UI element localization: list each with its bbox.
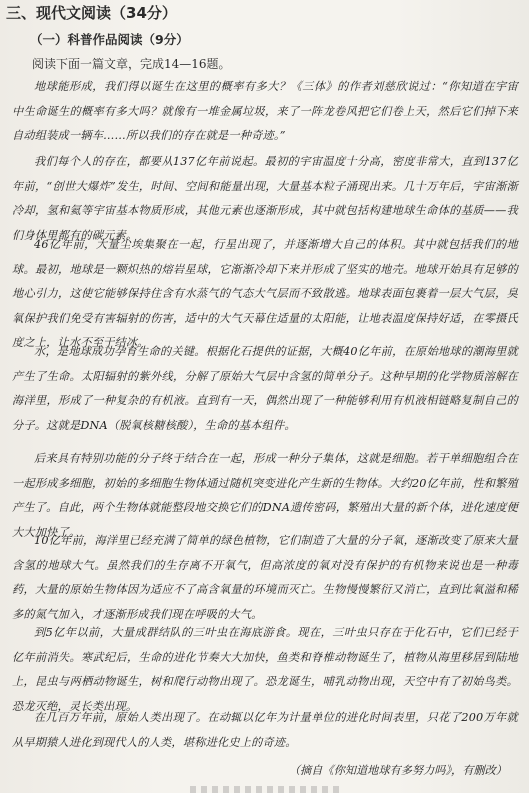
source-citation: （摘自《你知道地球有多努力吗》，有删改） [288, 764, 507, 777]
paragraph-2: 我们每个人的存在，都要从137亿年前说起。最初的宇宙温度十分高，密度非常大，直到137亿年前，“创世大爆炸”发生，时间、空间和能量出现，大量基本粒子涌现出来。几十万年后，宇宙渐渐冷却，氢和氦等宇宙基本物质形成，其他元素也逐渐形成，其中就包括构建地球生命体的基质——我们身体里都有的碳元素。 [12, 155, 518, 242]
paragraph-1: 地球能形成，我们得以诞生在这里的概率有多大？《三体》的作者刘慈欣说过：“你知道在宇宙中生命诞生的概率有多大吗？就像有一堆金属垃圾，来了一阵龙卷风把它们卷上天，然后它们掉下来自动组装成一辆车……所以我们的存在就是一种奇迹。” [12, 80, 518, 142]
reading-instruction: 阅读下面一篇文章，完成14—16题。 [32, 57, 231, 71]
paragraph-3: 46亿年前，大量尘埃集聚在一起，行星出现了，并逐渐增大自己的体积。其中就包括我们的地球。最初，地球是一颗炽热的熔岩星球，它渐渐冷却下来并形成了坚实的地壳。地球开始具有足够的地心引力，这使它能够保持住含有水蒸气的气态大气层而不致散逃。地球表面包裹着一层大气层，臭氧保护我们免受有害辐射的伤害，适中的大气天幕住适量的太阳能，让地表温度保持好适，在零摄氏度之上，让水不至于结冰。 [12, 238, 518, 349]
paragraph-6: 10亿年前，海洋里已经充满了简单的绿色植物，它们制造了大量的分子氧，逐渐改变了原来大量含氢的地球大气。虽然我们的生存离不开氧气，但高浓度的氧对没有保护的有机物来说也是一种毒药，大量的原始生物体因为适应不了高含氧量的环境而灭亡。生物慢慢繁衍又消亡，直到比氧溢和稀多的氮气加入，才逐渐形成我们现在呼吸的大气。 [12, 534, 518, 621]
paragraph-5: 后来具有特别功能的分子终于结合在一起，形成一种分子集体，这就是细胞。若干单细胞组合在一起形成多细胞，初始的多细胞生物体通过随机突变进化产生新的生物体。大约20亿年前，性和繁殖产生了。自此，两个生物体就能整段地交换它们的DNA遗传密码，繁殖出大量的新个体，进化速度便大大加快了。 [12, 452, 518, 539]
cut-off-text-line [190, 786, 340, 793]
paragraph-7: 到5亿年以前，大量成群结队的三叶虫在海底游食。现在，三叶虫只存在于化石中，它们已经于亿年前消失。寒武纪后，生命的进化节奏大大加快，鱼类和脊椎动物诞生了，植物从海里移居到陆地上，昆虫与两栖动物诞生，树和爬行动物出现了。恐龙诞生，哺乳动物出现，天空中有了初始鸟类。恐龙灭绝，灵长类出现。 [12, 626, 518, 713]
section-title: 三、现代文阅读（34分） [6, 4, 177, 22]
subsection-title: （一）科普作品阅读（9分） [30, 32, 189, 47]
paragraph-8: 在几百万年前，原始人类出现了。在动辄以亿年为计量单位的进化时间表里，只花了200万年就从早期猿人进化到现代人的人类，堪称进化史上的奇迹。 [12, 711, 518, 749]
paragraph-4: 水，是地球成功孕育生命的关键。根据化石提供的证据，大概40亿年前，在原始地球的潮海里就产生了生命。太阳辐射的紫外线，分解了原始大气层中含氢的简单分子。这种早期的化学物质溶解在海洋里，形成了一种复杂的有机液。直到有一天，偶然出现了一种能够利用有机液相链略复制自己的分子。这就是DNA（脱氧核糖核酸），生命的基本组件。 [12, 345, 518, 432]
